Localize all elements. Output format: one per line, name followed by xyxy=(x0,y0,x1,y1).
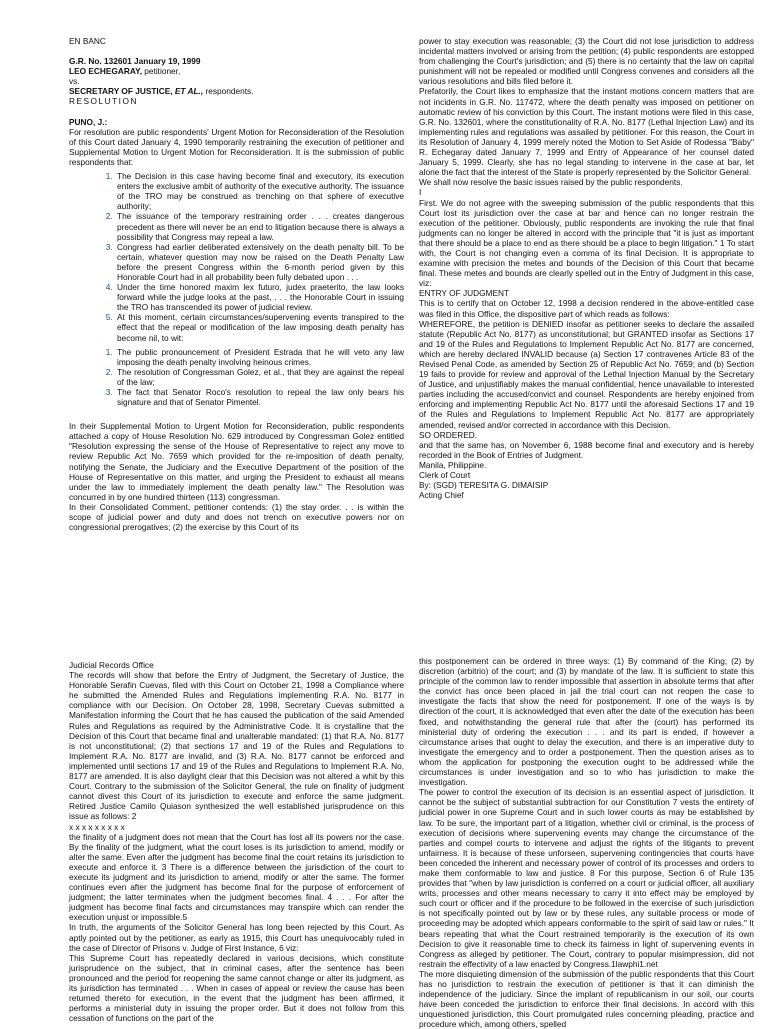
paragraph: We shall now resolve the basic issues raised by the public respondents. xyxy=(419,177,683,188)
entry-of-judgment-heading: ENTRY OF JUDGMENT xyxy=(419,288,510,299)
paragraph: The more disquieting dimension of the submission of the public respondents that this Court has no jurisdiction to restrain the execution of petitioner is that it can diminish the independence of the judiciary. Since the implant of republicanism in our soil, our courts have been conceded the jurisdiction to enforce their final decisions. In accord with this unquestioned jurisdiction, this Court promulgated rules concerning pleading, practice and procedure which, among others, spelled xyxy=(419,968,754,1029)
court-division: EN BANC xyxy=(69,36,106,46)
versus: vs. xyxy=(69,76,80,87)
quoted-paragraph: This Supreme Court has repeatedly declared in various decisions, which constitute jurisprudence on the subject, that in criminal cases, after the sentence has been pronounced and the period for reopening the same cannot change or alter its judgment, as its jurisdiction has terminated . . . When in cases of appeal or review the cause has been returned thereto for execution, in the event that the judgment has been affirmed, it performs a ministerial duty in issuing the proper order. But it does not follow from this cessation of functions on the part of the xyxy=(69,952,404,1024)
place: Manila, Philippine. xyxy=(419,459,487,470)
dispositive-paragraph: WHEREFORE, the petition is DENIED insofar as petitioner seeks to declare the assailed statute (Republic Act No. 8177) as unconstitutional; but GRANTED insofar as Sections 17 and 19 of the Rules and Regulations to Implement Republic Act No. 8177 are concerned, which are hereby declared INVALID because (a) Section 17 contravenes Article 83 of the Revised Penal Code, as amended by Section 25 of Republic Act No. 7659; and (b) Section 19 fails to provide for review and approval of the Lethal Injection Manual by the Secretary of Justice, and unjustifiably makes the manual confidential, hence unavailable to interested parties including the accused/convict and counsel. Respondents are hereby enjoined from enforcing and implementing Republic Act No. 8177 until the aforesaid Sections 17 and 19 of the Rules and Regulations to Implement Republic Act No. 8177 are appropriately amended, revised and/or corrected in accordance with this Decision. xyxy=(419,318,754,430)
list-item: 2. The resolution of Congressman Golez, et al., that they are against the repeal of the law; xyxy=(115,367,404,387)
list-item: 2. The issuance of the temporary restraining order . . . creates dangerous precedent as there will never be an end to litigation because there is always a possibility that Congress may repeal a law. xyxy=(115,211,404,241)
paragraph: power to stay execution was reasonable; (3) the Court did not lose jurisdiction to address incidental matters involved or arising from the petition; (4) public respondents are estopped from challenging the Court's jurisdiction; and (5) there is no certainty that the law on capital punishment will not be repealed or modified until Congress convenes and considers all the various resolutions and bills filed before it. xyxy=(419,36,754,87)
list-item: 3. The fact that Senator Roco's resolution to repeal the law only bears his signature and that of Senator Pimentel. xyxy=(115,387,404,407)
paragraph: The power to control the execution of its decision is an essential aspect of jurisdiction. It cannot be the subject of substantial subtraction for our Constitution 7 vests the entirety of judicial power in one Supreme Court and in such lower courts as may be established by law. To be sure, the important part of a litigation, whether civil or criminal, is the process of execution of decisions where supervening events may change the circumstance of the parties and compel courts to intervene and adjust the rights of the litigants to prevent unfairness. It is because of these unforseen, supervening contingencies that courts have been conceded the inherent and necessary power of control of its processes and orders to make them conformable to law and justice. 8 For this purpose, Section 6 of Rule 135 provides that "when by law jurisdiction is conferred on a court or judicial officer, all auxiliary writs, processes and other means necessary to carry it into effect may be employed by such court or officer and if the procedure to be followed in the exercise of such jurisdiction is not specifically pointed out by law or by these rules, any suitable process or mode of proceeding may be adopted which appears conformable to the spirit of said law or rules." It bears repeating that what the Court restrained temporarily is the execution of its own Decision to give it reasonable time to check its fairness in light of supervening events in Congress as alleged by petitioner. The Court, contrary to popular misimpression, did not restrain the effectivity of a law enacted by Congress.1lawphi1.net xyxy=(419,787,754,969)
resolution-heading: RESOLUTION xyxy=(69,96,138,107)
respondent-name: SECRETARY OF JUSTICE, xyxy=(69,86,175,97)
paragraph: First. We do not agree with the sweeping submission of the public respondents that this Court lost its jurisdiction over the case at bar and hence can no longer restrain the execution of the petitioner. Obviously, public respondents are invoking the rule that final judgments can no longer be altered in accord with the principle that "it is just as important that there should be a place to end as there should be a place to begin litigation." 1 To start with, the Court is not changing even a comma of its final Decision. It is appropriate to examine with precision the metes and bounds of the Decision of this Court that became final. These metes and bounds are clearly spelled out in the Entry of Judgment in this case, viz: xyxy=(419,197,754,289)
ponente: PUNO, J.: xyxy=(69,116,108,127)
paragraph: The records will show that before the Entry of Judgment, the Secretary of Justice, the Honorable Serafin Cuevas, filed with this Court on October 21, 1998 a Compliance where he submitted the Amended Rules and Regulations implementing R.A. No. 8177 in compliance with our Decision. On October 28, 1998, Secretary Cuevas submitted a Manifestation informing the Court that he has caused the publication of the said Amended Rules and Regulations as required by the Administrative Code. It is crystalline that the Decision of this Court that became final and unalterable mandated: (1) that R.A. No. 8177 is not unconstitutional; (2) that sections 17 and 19 of the Rules and Regulations to Implement R.A. No. 8177 are invalid, and (3) R.A. No. 8177 cannot be enforced and implemented until sections 17 and 19 of the Rules and Regulations to Implement R.A. No. 8177 are amended. It is also daylight clear that this Decision was not altered a whit by this Court. Contrary to the submission of the Solicitor General, the rule on finality of judgment cannot divest this Court of its jurisdiction to execute and enforce the same judgment. Retired Justice Camilo Quiason synthesized the well established jurisprudence on this issue as follows: 2 xyxy=(69,670,404,822)
office-name: Judicial Records Office xyxy=(69,660,154,670)
section-numeral: I xyxy=(419,187,422,198)
petitioner-name: LEO ECHEGARAY, xyxy=(69,66,142,77)
respondent-role: respondents. xyxy=(203,86,254,97)
column-top-right xyxy=(419,36,754,500)
column-bottom-right xyxy=(419,656,754,1029)
paragraph: Prefatorily, the Court likes to emphasize that the instant motions concern matters that are not incidents in G.R. No. 117472, where the death penalty was imposed on petitioner on automatic review of his conviction by this Court. The instant motions were filed in this case, G.R. No. 132601, where the constitutionality of R.A. No. 8177 (Lethal Injection Law) and its implementing rules and regulations was assailed by petitioner. For this reason, the Court in its Resolution of January 4, 1999 merely noted the Motion to Set Aside of Rodessa "Baby" R. Echegaray dated January 7, 1999 and Entry of Appearance of her counsel dated January 5, 1999. Clearly, she has no legal standing to intervene in the case at bar, let alone the fact that the interest of the State is properly represented by the Solicitor General. xyxy=(419,86,754,178)
column-top-left xyxy=(69,36,404,532)
respondent-line xyxy=(69,86,404,96)
signatory: By: (SGD) TERESITA G. DIMAISIP xyxy=(419,480,549,491)
sub-grounds-list xyxy=(69,347,404,408)
intro-paragraph: For resolution are public respondents' Urgent Motion for Reconsideration of the Resolution of this Court dated January 4, 1990 temporarily restraining the execution of petitioner and Supplemental Motion to Urgent Motion for Reconsideration. It is the submission of public respondents that: xyxy=(69,126,404,167)
list-item: 4. Under the time honored maxim lex futuro, judex praeterito, the law looks forward while the judge looks at the past, . . . the Honorable Court in issuing the TRO has transcended its power of judicial review. xyxy=(115,282,404,312)
supplemental-paragraph: In their Supplemental Motion to Urgent Motion for Reconsideration, public respondents attached a copy of House Resolution No. 629 introduced by Congressman Golez entitled "Resolution expressing the sense of the House of Representative to reject any move to review Republic Act No. 7659 which provided for the re-imposition of death penalty, notifying the Senate, the Judiciary and the Executive Department of the position of the House of Representative on this matter, and urging the President to exhaust all means under the law to immediately implement the death penalty law." The Resolution was concurred in by one hundred thirteen (113) congressman. xyxy=(69,421,404,502)
clerk-of-court: Clerk of Court xyxy=(419,470,471,481)
petitioner-line xyxy=(69,66,404,76)
paragraph: This is to certify that on October 12, 1998 a decision rendered in the above-entitled case was filed in this Office, the dispositive part of which reads as follows: xyxy=(419,298,754,319)
list-item: 1. The Decision in this case having become final and executory, its execution enters the exclusive ambit of authority of the executive authority. The issuance of the TRO may be construed as trenching on that sphere of executive authority; xyxy=(115,171,404,211)
paragraph: and that the same has, on November 6, 1988 become final and executory and is hereby recorded in the Book of Entries of Judgment. xyxy=(419,439,754,460)
quoted-paragraph: this postponement can be ordered in three ways: (1) By command of the King; (2) by discretion (arbitrio) of the court; and (3) by mandate of the law. It is sufficient to state this principle of the common law to render impossible that assertion in absolute terms that after the convict has once been placed in jail the trial court can not reopen the case to investigate the facts that show the need for postponement. If one of the ways is by direction of the court, it is acknowledged that even after the date of the execution has been fixed, and notwithstanding the general rule that after the (court) has performed its ministerial duty of ordering the execution . . . and its part is ended, if however a circumstance arises that ought to delay the execution, and there is an imperative duty to investigate the emergency and to order a postponement. Then the question arises as to whom the application for postponing the execution ought to be addressed while the circumstances is under investigation and so to who has jurisdiction to make the investigation. xyxy=(419,656,754,788)
signatory-title: Acting Chief xyxy=(419,490,464,501)
column-bottom-left xyxy=(69,660,404,1023)
grounds-list xyxy=(69,171,404,343)
paragraph: In truth, the arguments of the Solicitor General has long been rejected by this Court. As aptly pointed out by the petitioner, as early as 1915, this Court has unequivocably ruled in the case of Director of Prisons v. Judge of First Instance, 6 viz: xyxy=(69,922,404,953)
consolidated-comment-paragraph: In their Consolidated Comment, petitioner contends: (1) the stay order. . . is within the scope of judicial power and duty and does not trench on executive powers nor on congressional prerogatives; (2) the exercise by this Court of its xyxy=(69,501,404,533)
case-number: G.R. No. 132601 January 19, 1999 xyxy=(69,56,201,67)
respondent-etal: ET AL., xyxy=(174,86,204,97)
ellipsis-marker: x x x x x x x x x xyxy=(69,821,125,832)
list-item: 5. At this moment, certain circumstances/supervening events transpired to the effect that the repeal or modification of the law imposing death penalty has become nil, to wit: xyxy=(115,312,404,342)
list-item: 3. Congress had earlier deliberated extensively on the death penalty bill. To be certain, whatever question may now be raised on the Death Penalty Law before the present Congress within the 6-month period given by this Honorable Court had in all probability been fully debated upon . . . xyxy=(115,242,404,282)
list-item: 1. The public pronouncement of President Estrada that he will veto any law imposing the death penalty involving heinous crimes. xyxy=(115,347,404,367)
quoted-paragraph: the finality of a judgment does not mean that the Court has lost all its powers nor the case. By the finality of the judgment, what the court loses is its jurisdiction to amend, modify or alter the same. Even after the judgment has become final the court retains its jurisdiction to execute and enforce it. 3 There is a difference between the jurisdiction of the court to execute its judgment and its jurisdiction to amend, modify or alter the same. The former continues even after the judgment has become final for the purpose of enforcement of judgment; the latter terminates when the judgment becomes final. 4 . . . For after the judgment has become final facts and circumstances may transpire which can render the execution unjust or impossible.5 xyxy=(69,831,404,923)
petitioner-role: petitioner, xyxy=(142,66,181,77)
so-ordered: SO ORDERED. xyxy=(419,429,478,440)
